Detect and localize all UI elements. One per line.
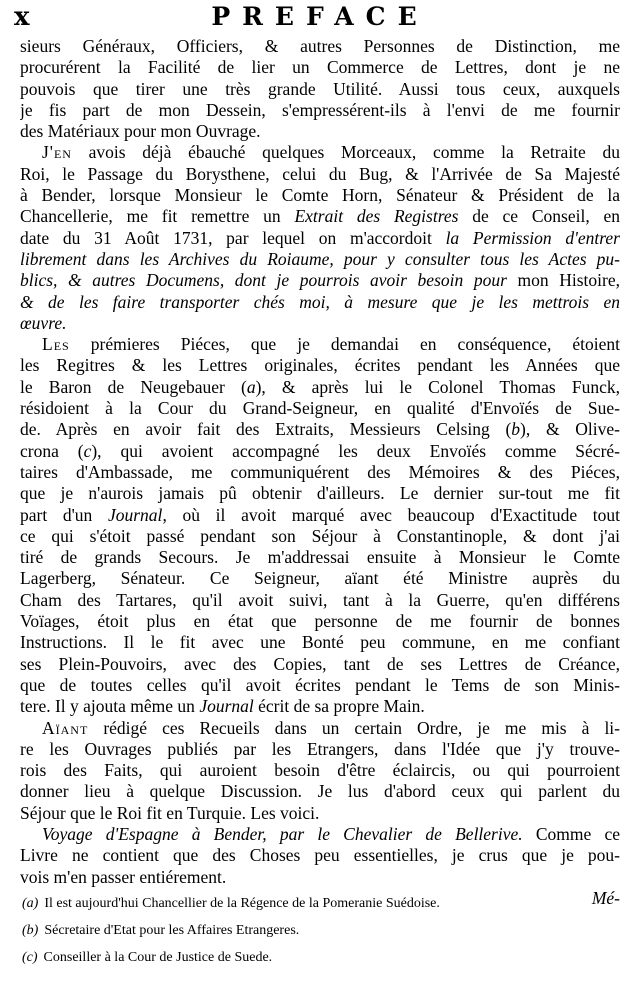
text-line: procurérent la Facilité de lier un Commerce de Lettres, dont je ne [20, 57, 620, 78]
text-line: blics, & autres Documens, dont je pourrois avoir besoin pour mon Histoire, [20, 270, 620, 291]
text-line: les Regitres & les Lettres originales, écrites pendant les Années que [20, 355, 620, 376]
text-line: tere. Il y ajouta même un Journal écrit de sa propre Main. [20, 696, 425, 717]
text-line: sieurs Généraux, Officiers, & autres Personnes de Distinction, me [20, 36, 620, 56]
text-line: taires d'Ambassade, me communiquérent des Mémoires & des Piéces, [20, 461, 620, 482]
text-line: à Bender, lorsque Monsieur le Comte Horn, Sénateur & Président de la [20, 185, 620, 206]
text-line: date du 31 Août 1731, par lequel on m'accordoit la Permission d'entrer [20, 227, 620, 248]
text-line: que je n'aurois jamais pû obtenir d'ailleurs. Le dernier sur-tout me fit [20, 483, 620, 504]
text-line: Cham des Tartares, qu'il avoit suivi, tant à la Guerre, qu'en différens [20, 589, 620, 610]
text-line: donner lieu à quelque Discussion. Je lus d'abord ceux qui parlent du [20, 781, 620, 802]
text-line: re les Ouvrages publiés par les Etrangers, dans l'Idée que j'y trouve- [20, 738, 620, 759]
text-line: ce qui s'étoit passé pendant son Séjour à Constantinople, & dont j'ai [20, 525, 620, 546]
text-line: librement dans les Archives du Roiaume, pour y consulter tous les Actes pu- [20, 248, 620, 269]
footnote: (b) Sécretaire d'Etat pour les Affaires Etrangeres. [22, 923, 300, 938]
text-line: œuvre. [20, 312, 67, 333]
footnotes [22, 887, 622, 971]
body-text [20, 36, 620, 909]
text-line: ses Plein-Pouvoirs, avec des Copies, tant de ses Lettres de Créance, [20, 653, 620, 674]
text-line: vois m'en passer entiérement. [20, 866, 227, 887]
text-line: Instructions. Il le fit avec une Bonté peu commune, en me confiant [20, 632, 620, 653]
text-line: part d'un Journal, où il avoit marqué avec beaucoup d'Exactitude tout [20, 504, 620, 525]
text-line: Séjour que le Roi fit en Turquie. Les voici. [20, 802, 320, 823]
text-line: des Matériaux pour mon Ouvrage. [20, 121, 261, 142]
page-header [14, 2, 626, 32]
text-line: crona (c), qui avoient accompagné les deux Envoïés comme Sécré- [20, 440, 620, 461]
text-line: Roi, le Passage du Borysthene, celui du Bug, & l'Arrivée de Sa Majesté [20, 163, 620, 184]
text-line: que de toutes celles qu'il avoit écrites pendant le Tems de son Minis- [20, 674, 620, 695]
paragraph-start: Les prémieres Piéces, que je demandai en conséquence, étoient [42, 334, 620, 355]
paragraph-start: Voyage d'Espagne à Bender, par le Chevalier de Bellerive. Comme ce [42, 823, 620, 844]
text-line: pouvois que tirer une très grande Utilité. Aussi tous ceux, auxquels [20, 78, 620, 99]
footnote: (c) Conseiller à la Cour de Justice de Suede. [22, 950, 273, 965]
running-head: PREFACE [211, 2, 429, 31]
text-line: Livre ne contient que des Choses peu essentielles, je crus que je pou- [20, 845, 620, 866]
text-line: je fis part de mon Dessein, s'empressérent-ils à l'envi de me fournir [20, 99, 620, 120]
text-line: Voïages, étoit plus en état que personne de me fournir de bonnes [20, 611, 620, 632]
paragraph-start: J'en avois déjà ébauché quelques Morceaux, comme la Retraite du [42, 142, 620, 163]
text-line: & de les faire transporter chés moi, à mesure que je les mettrois en [20, 291, 620, 312]
text-line: rois des Faits, qui auroient besoin d'être éclaircis, ou qui pourroient [20, 760, 620, 781]
footnote: (a) Il est aujourd'hui Chancellier de la Régence de la Pomeranie Suédoise. [22, 896, 440, 911]
text-line: de. Après en avoir fait des Extraits, Messieurs Celsing (b), & Olive- [20, 419, 620, 440]
page-number: x [14, 2, 30, 32]
text-line: Chancellerie, me fit remettre un Extrait des Registres de ce Conseil, en [20, 206, 620, 227]
paragraph-start: Aïant rédigé ces Recueils dans un certain Ordre, je me mis à li- [42, 717, 620, 738]
text-line: le Baron de Neugebauer (a), & après lui le Colonel Thomas Funck, [20, 376, 620, 397]
text-line: résidoient à la Cour du Grand-Seigneur, en qualité d'Envoïés de Sue- [20, 398, 620, 419]
text-line: tiré de grands Secours. Je m'addressai ensuite à Monsieur le Comte [20, 547, 620, 568]
catchword: Mé- [591, 887, 620, 908]
text-line: Lagerberg, Sénateur. Ce Seigneur, aïant été Ministre auprès du [20, 568, 620, 589]
